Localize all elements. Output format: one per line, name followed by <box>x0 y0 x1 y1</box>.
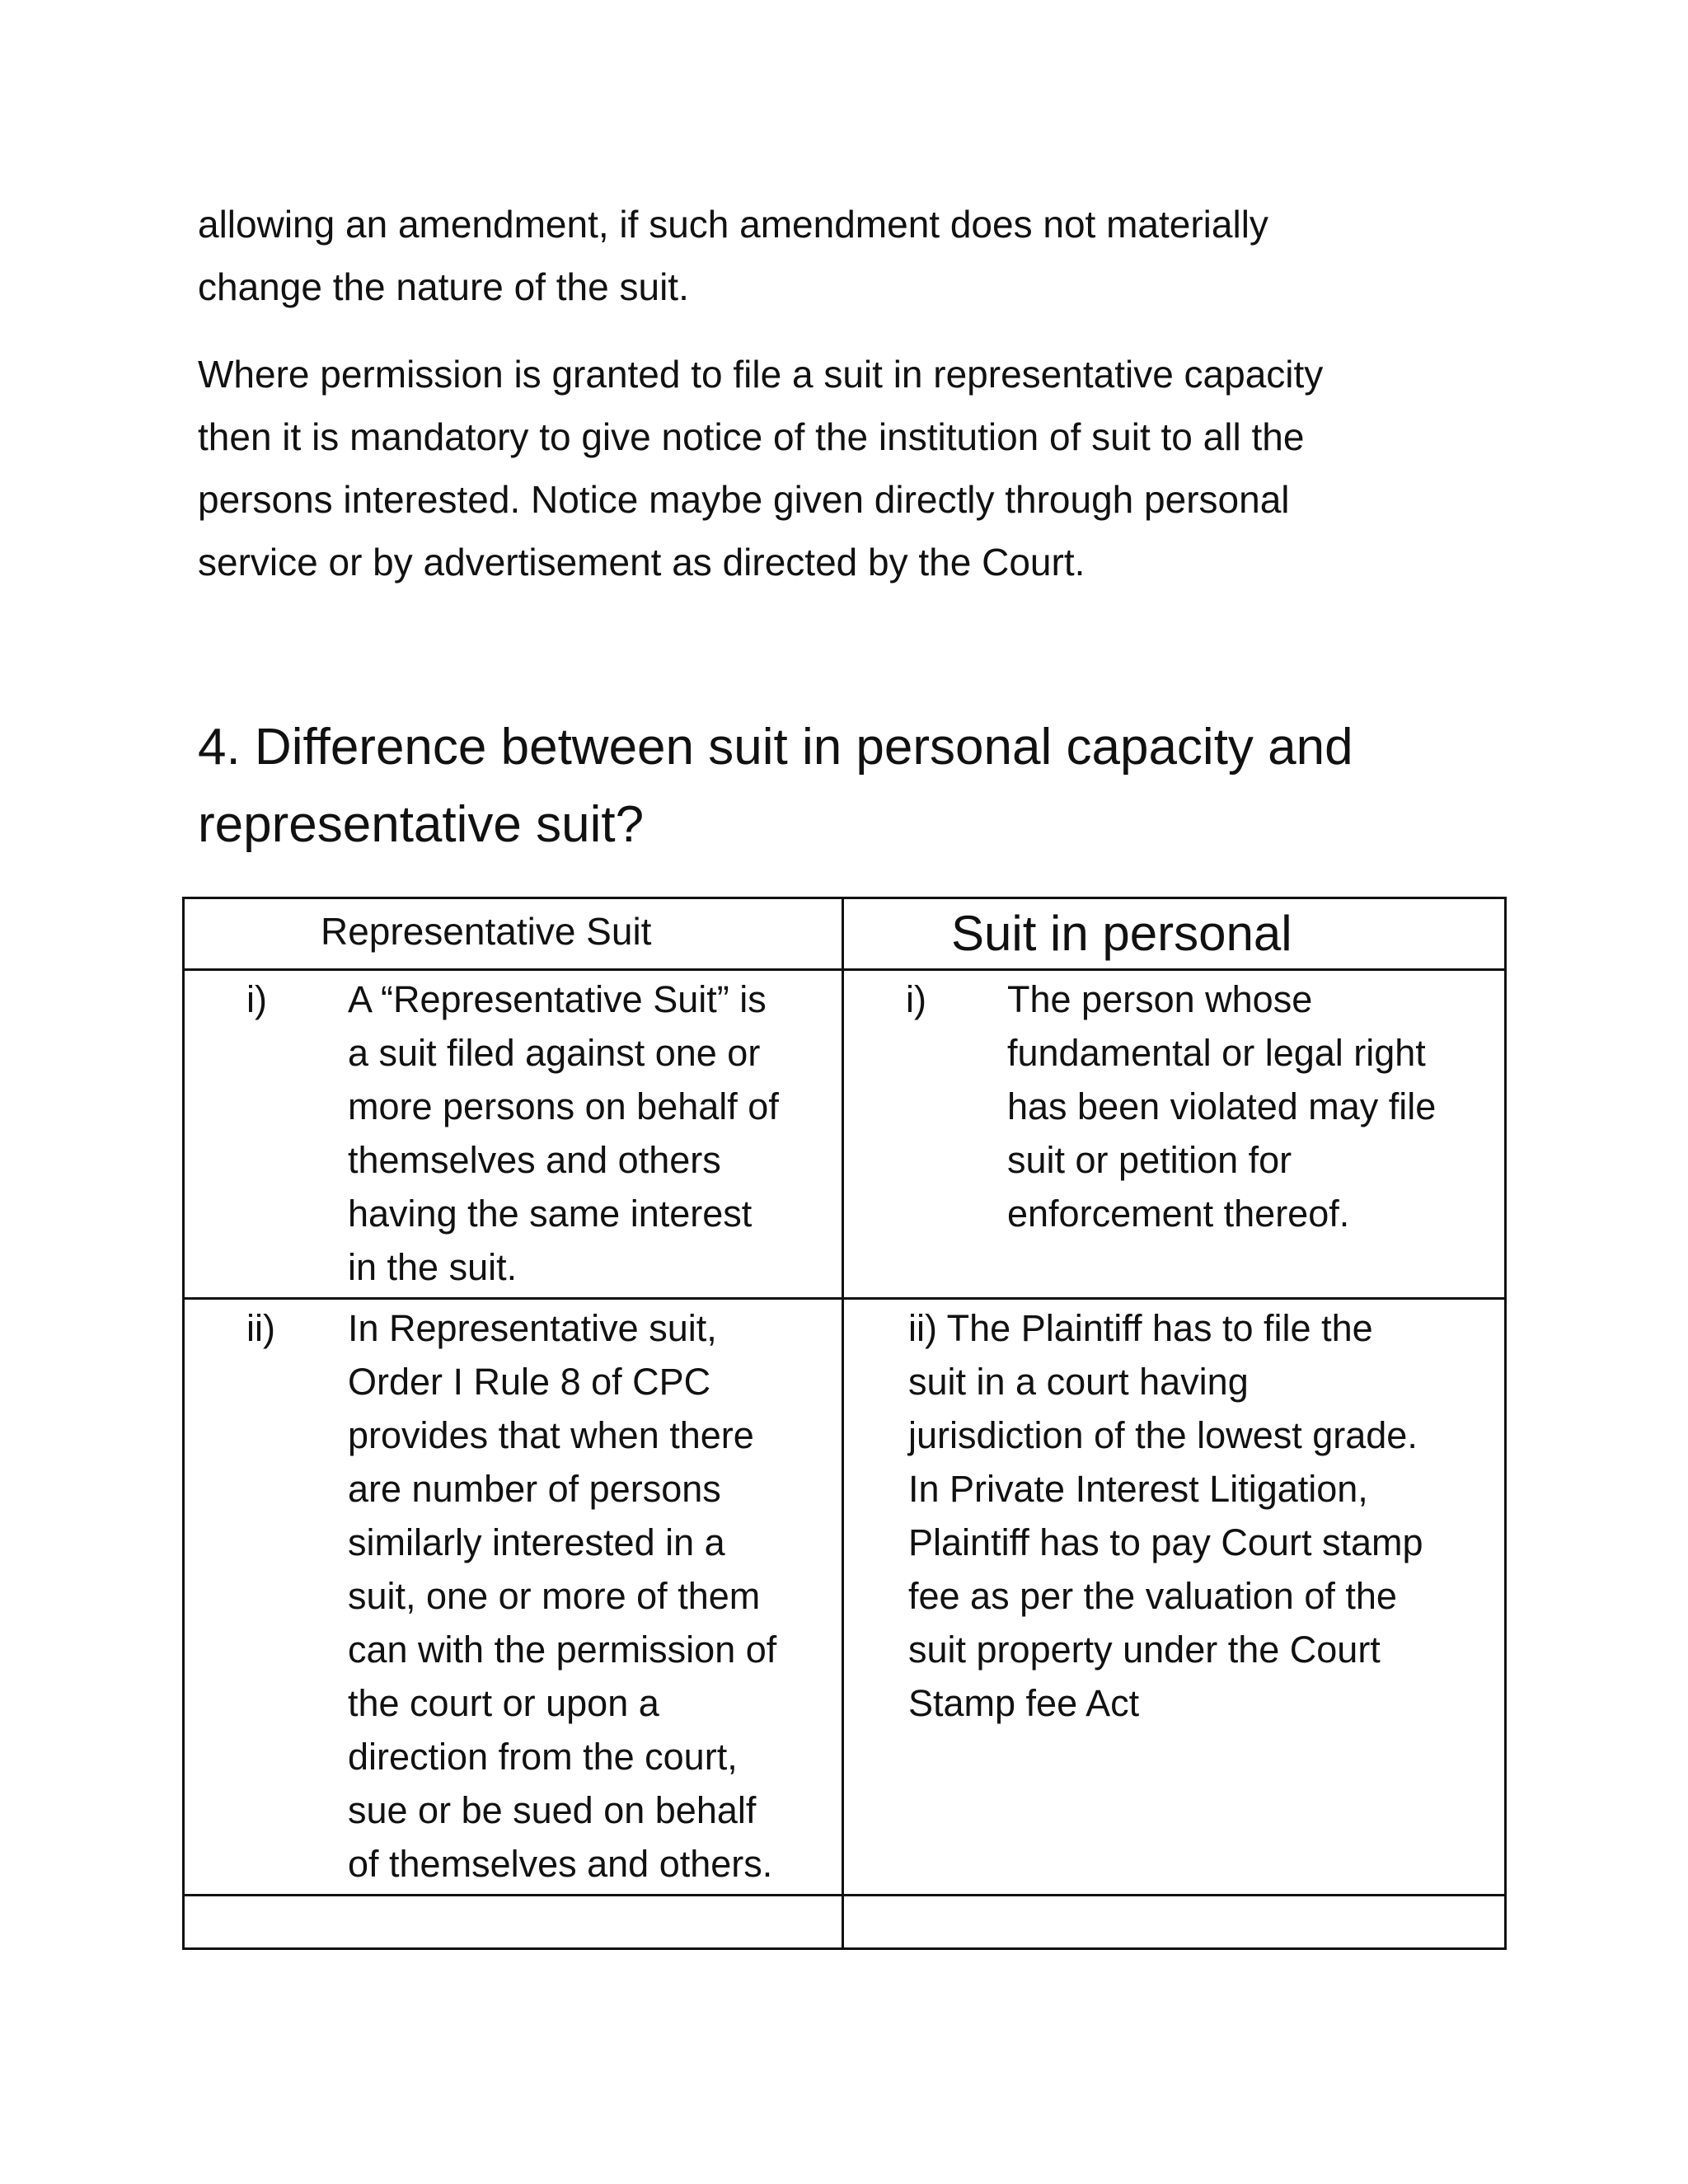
item-text <box>348 972 779 1294</box>
header-label: Representative Suit <box>321 910 652 953</box>
header-suit-in-personal <box>843 898 1506 970</box>
list-item <box>844 971 1504 1244</box>
text-line: then it is mandatory to give notice of the institution of suit to all the <box>198 415 1305 458</box>
text-line: In Private Interest Litigation, <box>908 1468 1368 1510</box>
text-line: ii) The Plaintiff has to file the <box>908 1307 1373 1349</box>
paragraph-amendment <box>198 193 1484 318</box>
text-line: In Representative suit, <box>348 1307 717 1349</box>
item-marker: i) <box>906 978 926 1020</box>
list-item <box>185 971 842 1297</box>
item-marker: i) <box>246 978 267 1020</box>
table-row-empty <box>184 1896 1506 1949</box>
item-marker: ii) <box>246 1307 275 1349</box>
text-line: change the nature of the suit. <box>198 265 689 308</box>
text-line: provides that when there <box>348 1414 754 1456</box>
text-line: more persons on behalf of <box>348 1085 779 1127</box>
text-line: Stamp fee Act <box>908 1682 1140 1724</box>
item-text <box>1007 972 1436 1240</box>
section-heading <box>198 709 1500 864</box>
text-line: of themselves and others. <box>348 1843 773 1885</box>
text-line: fundamental or legal right <box>1007 1032 1426 1074</box>
text-line: the court or upon a <box>348 1682 659 1724</box>
table-row <box>184 1299 1506 1896</box>
text-line: allowing an amendment, if such amendment does not materially <box>198 203 1268 246</box>
text-line: a suit filed against one or <box>348 1032 761 1074</box>
text-line: A “Representative Suit” is <box>348 978 767 1020</box>
text-line: themselves and others <box>348 1139 721 1181</box>
heading-line: representative suit? <box>198 796 645 853</box>
list-item <box>185 1300 842 1894</box>
text-line: Where permission is granted to file a suit in representative capacity <box>198 353 1324 396</box>
table-header-row <box>184 898 1506 970</box>
heading-line: 4. Difference between suit in personal capacity and <box>198 719 1353 776</box>
paragraph-notice <box>198 343 1484 593</box>
header-label: Suit in personal <box>951 906 1292 961</box>
text-line: has been violated may file <box>1007 1085 1437 1127</box>
text-line: Plaintiff has to pay Court stamp <box>908 1521 1423 1563</box>
table-cell-representative <box>184 970 843 1299</box>
text-line: suit, one or more of them <box>348 1575 761 1617</box>
text-line: service or by advertisement as directed by the Court. <box>198 541 1085 583</box>
text-line: enforcement thereof. <box>1007 1193 1350 1235</box>
table-cell-personal <box>843 1299 1506 1896</box>
text-line: suit property under the Court <box>908 1629 1381 1671</box>
text-line: similarly interested in a <box>348 1521 725 1563</box>
table-cell-personal <box>843 970 1506 1299</box>
text-line: having the same interest <box>348 1193 753 1235</box>
table-cell-empty <box>184 1896 843 1949</box>
table-row <box>184 970 1506 1299</box>
comparison-table <box>182 897 1507 1950</box>
text-line: suit or petition for <box>1007 1139 1292 1181</box>
item-text <box>844 1300 1504 1733</box>
text-line: persons interested. Notice maybe given directly through personal <box>198 478 1290 521</box>
text-line: can with the permission of <box>348 1629 777 1671</box>
header-representative-suit <box>184 898 843 970</box>
text-line: sue or be sued on behalf <box>348 1789 757 1831</box>
table-cell-representative <box>184 1299 843 1896</box>
text-line: direction from the court, <box>348 1736 738 1778</box>
text-line: suit in a court having <box>908 1361 1249 1403</box>
text-line: Order I Rule 8 of CPC <box>348 1361 711 1403</box>
text-line: The person whose <box>1007 978 1313 1020</box>
text-line: in the suit. <box>348 1246 518 1288</box>
table-cell-empty <box>843 1896 1506 1949</box>
text-line: are number of persons <box>348 1468 721 1510</box>
text-line: fee as per the valuation of the <box>908 1575 1397 1617</box>
text-line: jurisdiction of the lowest grade. <box>908 1414 1418 1456</box>
item-text <box>348 1301 776 1891</box>
